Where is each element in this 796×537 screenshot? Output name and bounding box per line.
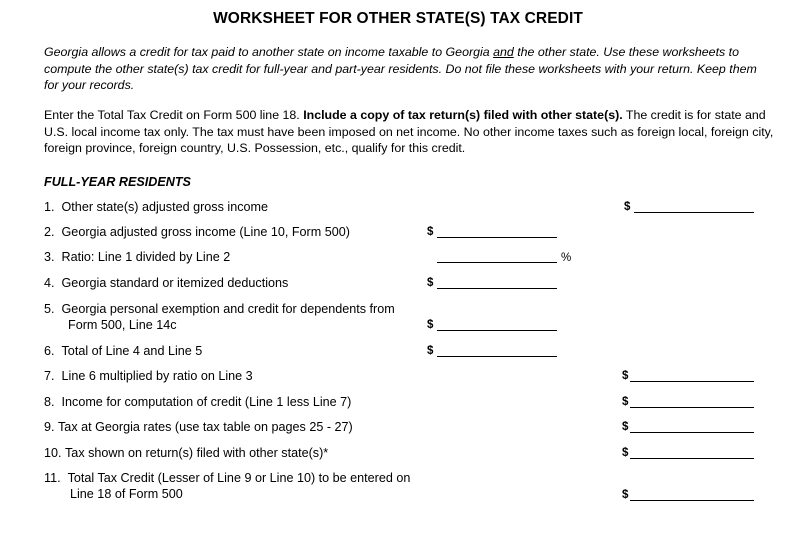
dollar-sign: $: [622, 396, 629, 408]
intro-and-underlined: and: [493, 45, 514, 59]
percent-sign: %: [561, 252, 572, 264]
line-5-label: [44, 301, 395, 333]
dollar-sign: $: [622, 447, 629, 459]
line-9-label: [44, 419, 353, 435]
entry-line: [437, 288, 557, 289]
entry-line: [437, 262, 557, 263]
line-text: Georgia adjusted gross income (Line 10, Form 500): [61, 225, 350, 239]
line-text: Income for computation of credit (Line 1 less Line 7): [61, 395, 352, 409]
line-number: 6.: [44, 344, 55, 358]
line-7-label: [44, 368, 253, 384]
section-heading-full-year: FULL-YEAR RESIDENTS: [44, 175, 191, 189]
line-10-label: [44, 445, 328, 461]
line-text-continued: Form 500, Line 14c: [68, 318, 177, 332]
line-text: Line 6 multiplied by ratio on Line 3: [61, 369, 253, 383]
entry-line: [437, 237, 557, 238]
worksheet-title: WORKSHEET FOR OTHER STATE(S) TAX CREDIT: [213, 10, 583, 27]
line-number: 5.: [44, 302, 55, 316]
dollar-sign: $: [622, 370, 629, 382]
line-text: Georgia standard or itemized deductions: [61, 276, 289, 290]
line-text: Georgia personal exemption and credit for dependents from: [61, 302, 395, 316]
line-7-amount-field[interactable]: [622, 368, 754, 382]
line-4-amount-field[interactable]: [427, 275, 557, 289]
intro-text-2: the other state. Use these worksheets to compute the other state(s) tax credit for full-year and part-year residents. Do not file these worksheets with your return. Keep them for your records.: [44, 45, 757, 92]
entry-line: [630, 381, 754, 382]
line-8-amount-field[interactable]: [622, 394, 754, 408]
line-number: 11.: [44, 471, 61, 485]
line-number: 10.: [44, 446, 62, 460]
line-number: 1.: [44, 200, 55, 214]
line-text: Tax at Georgia rates (use tax table on pages 25 - 27): [58, 420, 353, 434]
line-number: 8.: [44, 395, 55, 409]
intro-text-1: Georgia allows a credit for tax paid to another state on income taxable to Georgia: [44, 45, 494, 59]
line-number: 9.: [44, 420, 55, 434]
entry-line: [630, 500, 754, 501]
dollar-sign: $: [427, 226, 434, 238]
line-2-amount-field[interactable]: [427, 224, 557, 238]
entry-line: [634, 212, 754, 213]
line-number: 7.: [44, 369, 55, 383]
line-3-ratio-field[interactable]: [427, 249, 557, 263]
line-text: Tax shown on return(s) filed with other state(s)*: [65, 446, 329, 460]
line-text: Total Tax Credit (Lesser of Line 9 or Line 10) to be entered on: [67, 471, 411, 485]
line-11-label: [44, 470, 410, 502]
instructions-bold-text: Include a copy of tax return(s) filed with other state(s).: [303, 108, 623, 122]
line-4-label: [44, 275, 288, 291]
instructions-text-2: The credit is for state and U.S. local income tax only. The tax must have been imposed on net income. No other income taxes such as foreign local, foreign city, foreign province, foreign country, U.S. Possession, etc., qualify for this credit.: [44, 108, 774, 155]
line-2-label: [44, 224, 350, 240]
line-1-label: [44, 199, 268, 215]
line-9-amount-field[interactable]: [622, 419, 754, 433]
entry-line: [630, 407, 754, 408]
line-6-amount-field[interactable]: [427, 343, 557, 357]
line-number: 3.: [44, 250, 55, 264]
line-5-amount-field[interactable]: [427, 317, 557, 331]
line-8-label: [44, 394, 351, 410]
dollar-sign: $: [427, 345, 434, 357]
dollar-sign: $: [427, 277, 434, 289]
dollar-sign: $: [622, 489, 629, 501]
line-number: 2.: [44, 225, 55, 239]
entry-line: [630, 432, 754, 433]
line-6-label: [44, 343, 202, 359]
line-text: Ratio: Line 1 divided by Line 2: [61, 250, 231, 264]
intro-paragraph: [44, 44, 774, 94]
entry-line: [437, 330, 557, 331]
dollar-sign: $: [427, 319, 434, 331]
line-number: 4.: [44, 276, 55, 290]
line-3-label: [44, 249, 230, 265]
entry-line: [437, 356, 557, 357]
instructions-text-1: Enter the Total Tax Credit on Form 500 line 18.: [44, 108, 304, 122]
line-text-continued: Line 18 of Form 500: [70, 487, 183, 501]
dollar-sign: $: [624, 201, 631, 213]
line-10-amount-field[interactable]: [622, 445, 754, 459]
line-text: Total of Line 4 and Line 5: [61, 344, 203, 358]
line-text: Other state(s) adjusted gross income: [61, 200, 269, 214]
entry-line: [630, 458, 754, 459]
dollar-sign: $: [622, 421, 629, 433]
line-1-amount-field[interactable]: [624, 199, 754, 213]
instructions-paragraph: [44, 107, 774, 157]
line-11-amount-field[interactable]: [622, 487, 754, 501]
